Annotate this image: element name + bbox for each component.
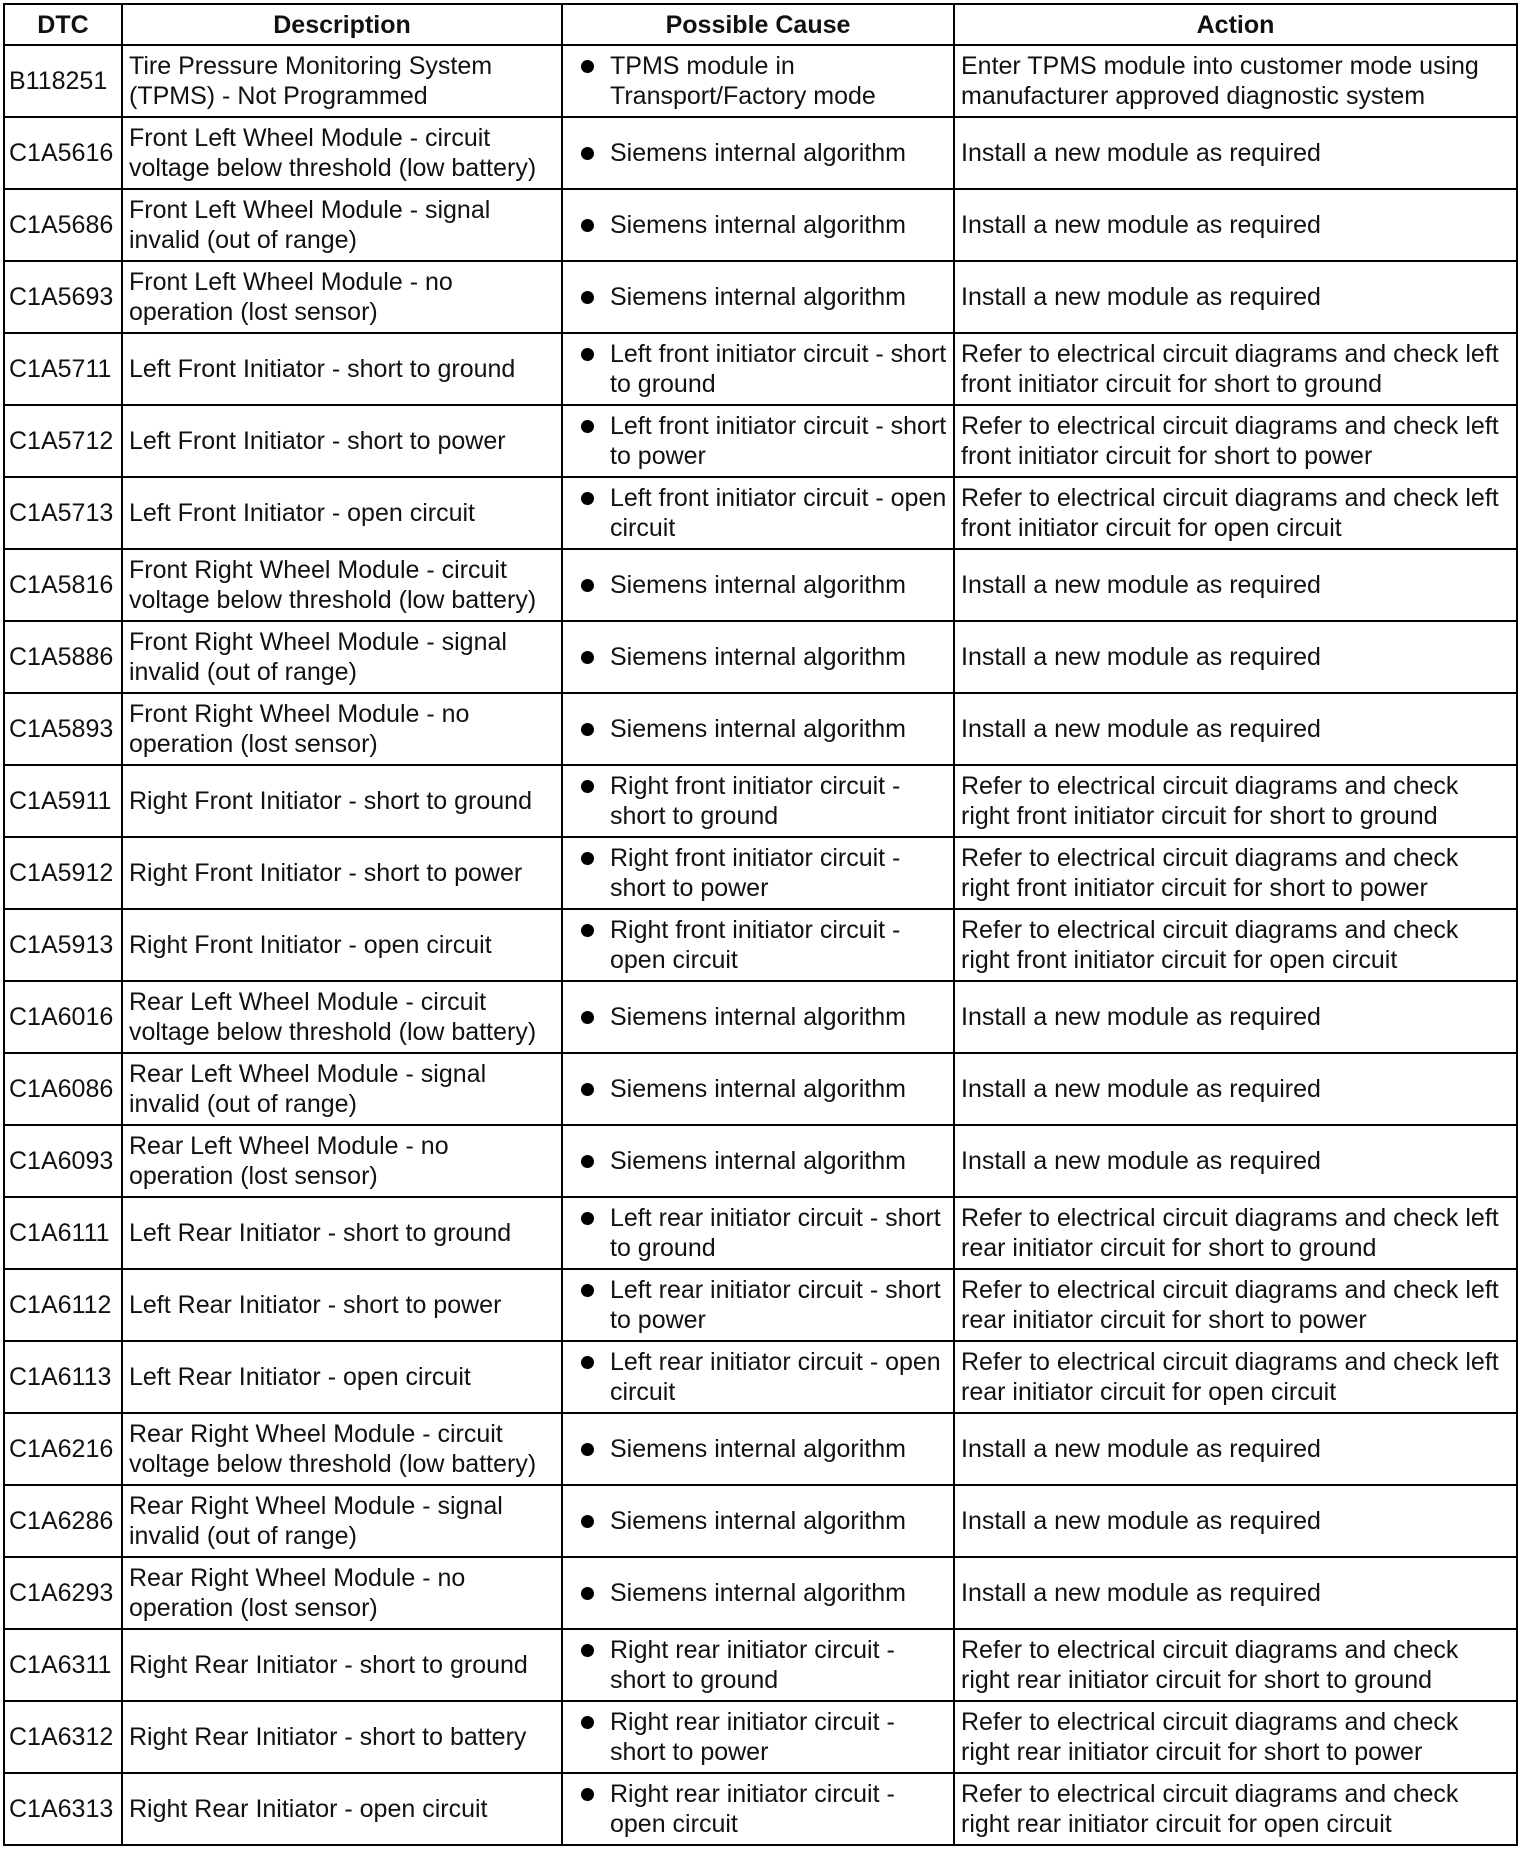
- bullet-icon: [581, 1587, 594, 1600]
- possible-cause: Right front initiator circuit - short to power: [610, 844, 901, 902]
- table-row: [4, 1413, 1517, 1485]
- possible-cause: Left rear initiator circuit - open circuit: [610, 1348, 941, 1406]
- possible-cause-cell: [562, 1701, 954, 1773]
- possible-cause-cell: [562, 981, 954, 1053]
- action-text: Install a new module as required: [954, 1413, 1517, 1485]
- possible-cause: Siemens internal algorithm: [610, 139, 906, 167]
- action-text: Refer to electrical circuit diagrams and check left rear initiator circuit for short to ground: [954, 1197, 1517, 1269]
- action-text: Install a new module as required: [954, 693, 1517, 765]
- dtc-description: Right Rear Initiator - open circuit: [122, 1773, 562, 1845]
- possible-cause-cell: [562, 621, 954, 693]
- dtc-code: C1A5693: [4, 261, 122, 333]
- possible-cause-cell: [562, 837, 954, 909]
- possible-cause: Siemens internal algorithm: [610, 1435, 906, 1463]
- dtc-description: Front Left Wheel Module - signal invalid (out of range): [122, 189, 562, 261]
- table-row: [4, 837, 1517, 909]
- dtc-code: C1A6093: [4, 1125, 122, 1197]
- table-row: [4, 1701, 1517, 1773]
- action-text: Refer to electrical circuit diagrams and check right rear initiator circuit for short to power: [954, 1701, 1517, 1773]
- bullet-icon: [581, 1155, 594, 1168]
- action-text: Refer to electrical circuit diagrams and check right front initiator circuit for open circuit: [954, 909, 1517, 981]
- table-row: [4, 45, 1517, 117]
- bullet-icon: [581, 1788, 594, 1801]
- dtc-code: C1A6086: [4, 1053, 122, 1125]
- possible-cause-cell: [562, 1413, 954, 1485]
- dtc-code: C1A6293: [4, 1557, 122, 1629]
- possible-cause: Siemens internal algorithm: [610, 1075, 906, 1103]
- table-header-row: [4, 4, 1517, 45]
- bullet-icon: [581, 1011, 594, 1024]
- dtc-description: Left Front Initiator - short to ground: [122, 333, 562, 405]
- dtc-code: C1A6112: [4, 1269, 122, 1341]
- possible-cause: Siemens internal algorithm: [610, 1147, 906, 1175]
- action-text: Install a new module as required: [954, 1053, 1517, 1125]
- bullet-icon: [581, 1716, 594, 1729]
- dtc-description: Right Rear Initiator - short to ground: [122, 1629, 562, 1701]
- table-row: [4, 405, 1517, 477]
- possible-cause-cell: [562, 261, 954, 333]
- dtc-table: [3, 3, 1518, 1846]
- possible-cause: Siemens internal algorithm: [610, 211, 906, 239]
- table-body: [4, 45, 1517, 1845]
- possible-cause-cell: [562, 1773, 954, 1845]
- action-text: Install a new module as required: [954, 117, 1517, 189]
- possible-cause-cell: [562, 1197, 954, 1269]
- action-text: Refer to electrical circuit diagrams and check left front initiator circuit for open circuit: [954, 477, 1517, 549]
- dtc-description: Rear Right Wheel Module - signal invalid (out of range): [122, 1485, 562, 1557]
- possible-cause: Siemens internal algorithm: [610, 571, 906, 599]
- possible-cause-cell: [562, 1269, 954, 1341]
- action-text: Install a new module as required: [954, 981, 1517, 1053]
- possible-cause-cell: [562, 693, 954, 765]
- dtc-code: C1A5712: [4, 405, 122, 477]
- action-text: Install a new module as required: [954, 189, 1517, 261]
- dtc-description: Rear Right Wheel Module - no operation (lost sensor): [122, 1557, 562, 1629]
- action-text: Refer to electrical circuit diagrams and check right front initiator circuit for short to ground: [954, 765, 1517, 837]
- table-row: [4, 261, 1517, 333]
- possible-cause-cell: [562, 405, 954, 477]
- possible-cause: Siemens internal algorithm: [610, 643, 906, 671]
- dtc-code: C1A6113: [4, 1341, 122, 1413]
- bullet-icon: [581, 1515, 594, 1528]
- dtc-description: Left Rear Initiator - open circuit: [122, 1341, 562, 1413]
- bullet-icon: [581, 579, 594, 592]
- dtc-description: Right Front Initiator - open circuit: [122, 909, 562, 981]
- possible-cause-cell: [562, 765, 954, 837]
- bullet-icon: [581, 492, 594, 505]
- table-row: [4, 981, 1517, 1053]
- bullet-icon: [581, 219, 594, 232]
- bullet-icon: [581, 924, 594, 937]
- possible-cause-cell: [562, 1053, 954, 1125]
- dtc-code: C1A5886: [4, 621, 122, 693]
- table-row: [4, 621, 1517, 693]
- table-row: [4, 765, 1517, 837]
- possible-cause: Siemens internal algorithm: [610, 715, 906, 743]
- dtc-description: Front Right Wheel Module - circuit voltage below threshold (low battery): [122, 549, 562, 621]
- dtc-code: C1A6286: [4, 1485, 122, 1557]
- action-text: Refer to electrical circuit diagrams and check left front initiator circuit for short to ground: [954, 333, 1517, 405]
- table-row: [4, 1053, 1517, 1125]
- table-row: [4, 117, 1517, 189]
- dtc-code: C1A6111: [4, 1197, 122, 1269]
- possible-cause: Left rear initiator circuit - short to power: [610, 1276, 941, 1334]
- dtc-description: Left Front Initiator - open circuit: [122, 477, 562, 549]
- possible-cause: Left front initiator circuit - short to ground: [610, 340, 947, 398]
- table-row: [4, 1341, 1517, 1413]
- dtc-description: Front Right Wheel Module - signal invalid (out of range): [122, 621, 562, 693]
- table-row: [4, 333, 1517, 405]
- possible-cause-cell: [562, 1557, 954, 1629]
- possible-cause: TPMS module in Transport/Factory mode: [610, 52, 876, 110]
- header-dtc: DTC: [4, 4, 122, 45]
- dtc-description: Left Rear Initiator - short to power: [122, 1269, 562, 1341]
- bullet-icon: [581, 852, 594, 865]
- dtc-table-container: [3, 3, 1518, 1846]
- possible-cause: Right front initiator circuit - short to ground: [610, 772, 901, 830]
- table-row: [4, 1125, 1517, 1197]
- action-text: Install a new module as required: [954, 1125, 1517, 1197]
- table-row: [4, 189, 1517, 261]
- action-text: Refer to electrical circuit diagrams and check right rear initiator circuit for short to ground: [954, 1629, 1517, 1701]
- bullet-icon: [581, 1284, 594, 1297]
- table-row: [4, 1557, 1517, 1629]
- possible-cause: Right rear initiator circuit - short to ground: [610, 1636, 895, 1694]
- possible-cause: Siemens internal algorithm: [610, 1003, 906, 1031]
- possible-cause: Right rear initiator circuit - open circuit: [610, 1780, 895, 1838]
- possible-cause-cell: [562, 1485, 954, 1557]
- dtc-code: C1A5911: [4, 765, 122, 837]
- dtc-code: B118251: [4, 45, 122, 117]
- bullet-icon: [581, 1356, 594, 1369]
- possible-cause: Right front initiator circuit - open circuit: [610, 916, 901, 974]
- action-text: Refer to electrical circuit diagrams and check right rear initiator circuit for open circuit: [954, 1773, 1517, 1845]
- dtc-description: Front Left Wheel Module - circuit voltage below threshold (low battery): [122, 117, 562, 189]
- action-text: Refer to electrical circuit diagrams and check left front initiator circuit for short to power: [954, 405, 1517, 477]
- dtc-code: C1A6016: [4, 981, 122, 1053]
- table-row: [4, 909, 1517, 981]
- dtc-description: Right Front Initiator - short to ground: [122, 765, 562, 837]
- bullet-icon: [581, 723, 594, 736]
- table-row: [4, 549, 1517, 621]
- dtc-description: Rear Left Wheel Module - no operation (lost sensor): [122, 1125, 562, 1197]
- dtc-code: C1A6312: [4, 1701, 122, 1773]
- possible-cause: Left rear initiator circuit - short to ground: [610, 1204, 941, 1262]
- dtc-code: C1A5713: [4, 477, 122, 549]
- action-text: Install a new module as required: [954, 1485, 1517, 1557]
- possible-cause-cell: [562, 45, 954, 117]
- bullet-icon: [581, 420, 594, 433]
- dtc-description: Front Right Wheel Module - no operation (lost sensor): [122, 693, 562, 765]
- action-text: Install a new module as required: [954, 261, 1517, 333]
- table-row: [4, 693, 1517, 765]
- header-action: Action: [954, 4, 1517, 45]
- possible-cause-cell: [562, 477, 954, 549]
- action-text: Install a new module as required: [954, 1557, 1517, 1629]
- table-row: [4, 1773, 1517, 1845]
- bullet-icon: [581, 651, 594, 664]
- possible-cause: Siemens internal algorithm: [610, 1507, 906, 1535]
- header-description: Description: [122, 4, 562, 45]
- dtc-code: C1A6216: [4, 1413, 122, 1485]
- action-text: Refer to electrical circuit diagrams and check left rear initiator circuit for open circuit: [954, 1341, 1517, 1413]
- possible-cause: Siemens internal algorithm: [610, 283, 906, 311]
- possible-cause-cell: [562, 1341, 954, 1413]
- possible-cause-cell: [562, 909, 954, 981]
- action-text: Refer to electrical circuit diagrams and check right front initiator circuit for short to power: [954, 837, 1517, 909]
- dtc-description: Tire Pressure Monitoring System (TPMS) - Not Programmed: [122, 45, 562, 117]
- table-row: [4, 477, 1517, 549]
- possible-cause: Right rear initiator circuit - short to power: [610, 1708, 895, 1766]
- possible-cause: Siemens internal algorithm: [610, 1579, 906, 1607]
- possible-cause-cell: [562, 1629, 954, 1701]
- action-text: Refer to electrical circuit diagrams and check left rear initiator circuit for short to power: [954, 1269, 1517, 1341]
- dtc-description: Right Rear Initiator - short to battery: [122, 1701, 562, 1773]
- dtc-code: C1A5686: [4, 189, 122, 261]
- bullet-icon: [581, 780, 594, 793]
- action-text: Install a new module as required: [954, 549, 1517, 621]
- action-text: Enter TPMS module into customer mode using manufacturer approved diagnostic system: [954, 45, 1517, 117]
- dtc-description: Rear Left Wheel Module - circuit voltage below threshold (low battery): [122, 981, 562, 1053]
- possible-cause-cell: [562, 333, 954, 405]
- dtc-description: Right Front Initiator - short to power: [122, 837, 562, 909]
- dtc-description: Left Front Initiator - short to power: [122, 405, 562, 477]
- bullet-icon: [581, 1644, 594, 1657]
- dtc-code: C1A5893: [4, 693, 122, 765]
- header-possible-cause: Possible Cause: [562, 4, 954, 45]
- bullet-icon: [581, 291, 594, 304]
- dtc-code: C1A5816: [4, 549, 122, 621]
- table-row: [4, 1269, 1517, 1341]
- dtc-code: C1A6311: [4, 1629, 122, 1701]
- possible-cause: Left front initiator circuit - short to power: [610, 412, 947, 470]
- dtc-description: Rear Right Wheel Module - circuit voltage below threshold (low battery): [122, 1413, 562, 1485]
- dtc-code: C1A5913: [4, 909, 122, 981]
- dtc-description: Rear Left Wheel Module - signal invalid (out of range): [122, 1053, 562, 1125]
- bullet-icon: [581, 60, 594, 73]
- table-row: [4, 1629, 1517, 1701]
- possible-cause-cell: [562, 117, 954, 189]
- possible-cause-cell: [562, 189, 954, 261]
- possible-cause-cell: [562, 549, 954, 621]
- bullet-icon: [581, 348, 594, 361]
- dtc-description: Left Rear Initiator - short to ground: [122, 1197, 562, 1269]
- bullet-icon: [581, 1083, 594, 1096]
- dtc-description: Front Left Wheel Module - no operation (lost sensor): [122, 261, 562, 333]
- possible-cause-cell: [562, 1125, 954, 1197]
- dtc-code: C1A5616: [4, 117, 122, 189]
- bullet-icon: [581, 1443, 594, 1456]
- bullet-icon: [581, 147, 594, 160]
- action-text: Install a new module as required: [954, 621, 1517, 693]
- bullet-icon: [581, 1212, 594, 1225]
- possible-cause: Left front initiator circuit - open circuit: [610, 484, 947, 542]
- dtc-code: C1A5711: [4, 333, 122, 405]
- dtc-code: C1A5912: [4, 837, 122, 909]
- dtc-code: C1A6313: [4, 1773, 122, 1845]
- table-row: [4, 1197, 1517, 1269]
- table-row: [4, 1485, 1517, 1557]
